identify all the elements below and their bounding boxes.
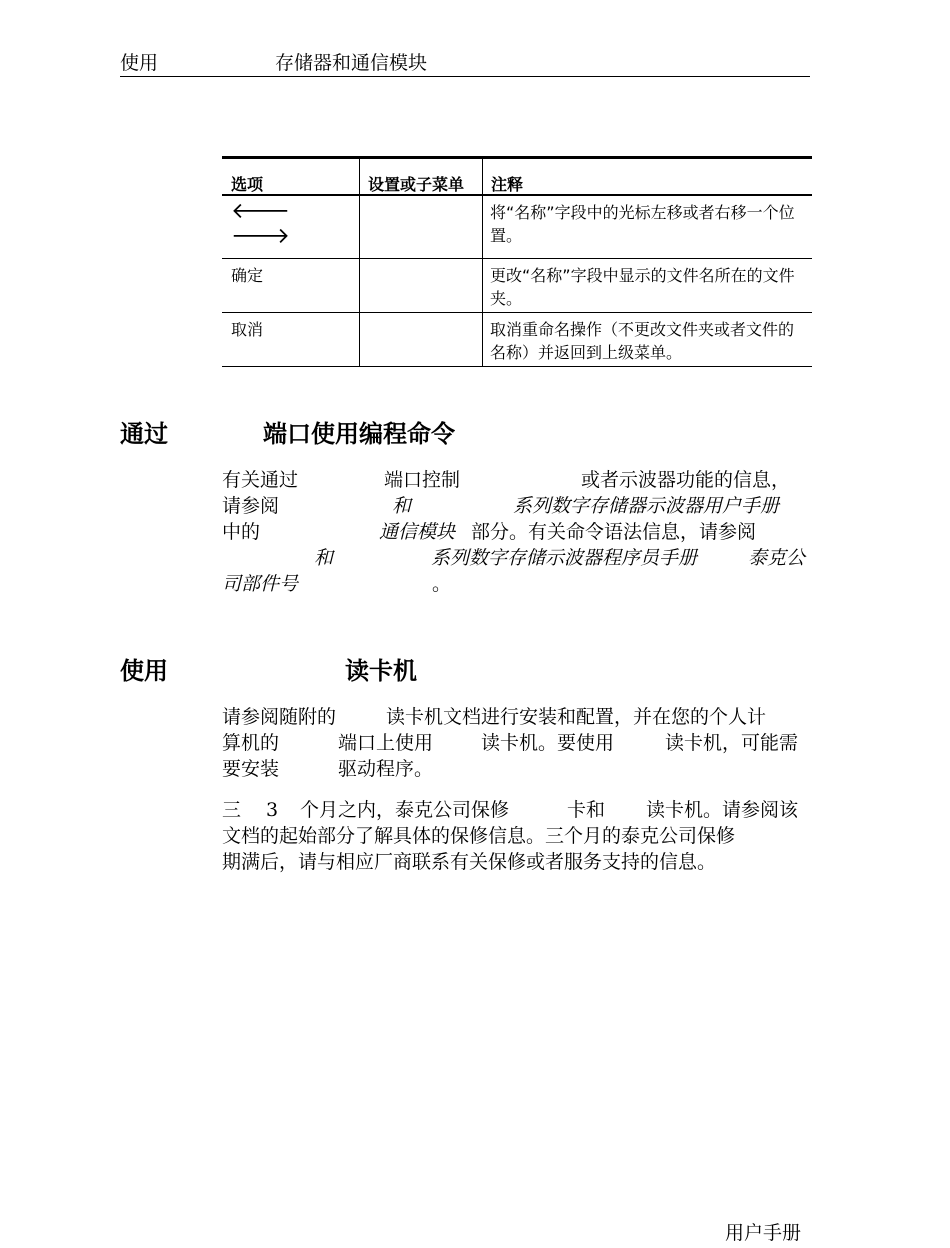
table-header-option: 选项 <box>231 175 264 194</box>
text-run: 读卡机，可能需 <box>665 732 799 754</box>
text-run: 端口上使用 <box>338 732 434 754</box>
section-paragraph <box>222 797 810 875</box>
text-run: 卡和 <box>567 799 606 821</box>
text-run: 读卡机文档进行安装和配置，并在您的个人计 <box>386 706 767 728</box>
text-run: 文档的起始部分了解具体的保修信息。三个月的泰克公司保修 <box>222 825 736 847</box>
text-run: 三 <box>222 799 242 821</box>
table-cell-note: 将“名称”字段中的光标左移或者右移一个位置。 <box>490 203 795 245</box>
table-column-divider <box>359 159 360 367</box>
text-run: 有关通过 <box>222 469 299 491</box>
text-run: 端口控制 <box>384 469 461 491</box>
table-row-divider <box>222 258 812 259</box>
text-run: 期满后，请与相应厂商联系有关保修或者服务支持的信息。 <box>222 851 717 873</box>
text-run: 部分。有关命令语法信息，请参阅 <box>471 521 757 543</box>
section-heading: 端口使用编程命令 <box>263 420 455 448</box>
table-cell-option: 取消 <box>231 320 264 339</box>
text-run: 个月之内，泰克公司保修 <box>300 799 510 821</box>
running-footer: 用户手册 <box>725 1222 802 1244</box>
text-run: 驱动程序。 <box>338 758 434 780</box>
table-cell-note: 更改“名称”字段中显示的文件名所在的文件夹。 <box>490 266 795 308</box>
text-run: 。 <box>432 573 452 595</box>
header-rule <box>120 76 810 77</box>
section-paragraph <box>222 704 810 782</box>
text-run: 算机的 <box>222 732 280 754</box>
section-reference: 通信模块 <box>379 521 456 543</box>
text-run: 和 <box>392 495 412 517</box>
table-cell-note: 取消重命名操作（不更改文件夹或者文件的名称）并返回到上级菜单。 <box>490 320 795 362</box>
section-heading-prefix: 使用 <box>120 657 168 685</box>
table-header-setting: 设置或子菜单 <box>368 175 465 194</box>
section-heading-prefix: 通过 <box>120 420 168 448</box>
text-run: 3 <box>266 799 279 821</box>
running-header-left: 使用 <box>120 52 159 74</box>
table-row-divider <box>222 312 812 313</box>
running-header-title: 存储器和通信模块 <box>275 52 428 74</box>
left-arrow-icon: 🡐 <box>231 199 290 224</box>
section-heading: 读卡机 <box>345 657 417 685</box>
text-run: 请参阅 <box>222 495 280 517</box>
table-column-divider <box>482 159 483 367</box>
text-run: 和 <box>314 547 334 569</box>
text-run: 或者示波器功能的信息， <box>581 469 791 491</box>
text-run: 司部件号 <box>222 573 299 595</box>
text-run: 泰克公 <box>748 547 806 569</box>
text-run: 读卡机。要使用 <box>481 732 615 754</box>
text-run: 中的 <box>222 521 261 543</box>
manual-title: 系列数字存储示波器程序员手册 <box>431 547 698 569</box>
right-arrow-icon: 🡒 <box>231 224 290 249</box>
manual-title: 系列数字存储器示波器用户手册 <box>513 495 780 517</box>
text-run: 要安装 <box>222 758 280 780</box>
table-header-note: 注释 <box>491 175 524 194</box>
table-cell-option: 确定 <box>231 266 264 285</box>
table-bottom-rule <box>222 366 812 367</box>
section-paragraph <box>222 467 810 597</box>
text-run: 读卡机。请参阅该 <box>646 799 799 821</box>
table-top-rule <box>222 156 812 159</box>
text-run: 请参阅随附的 <box>222 706 337 728</box>
